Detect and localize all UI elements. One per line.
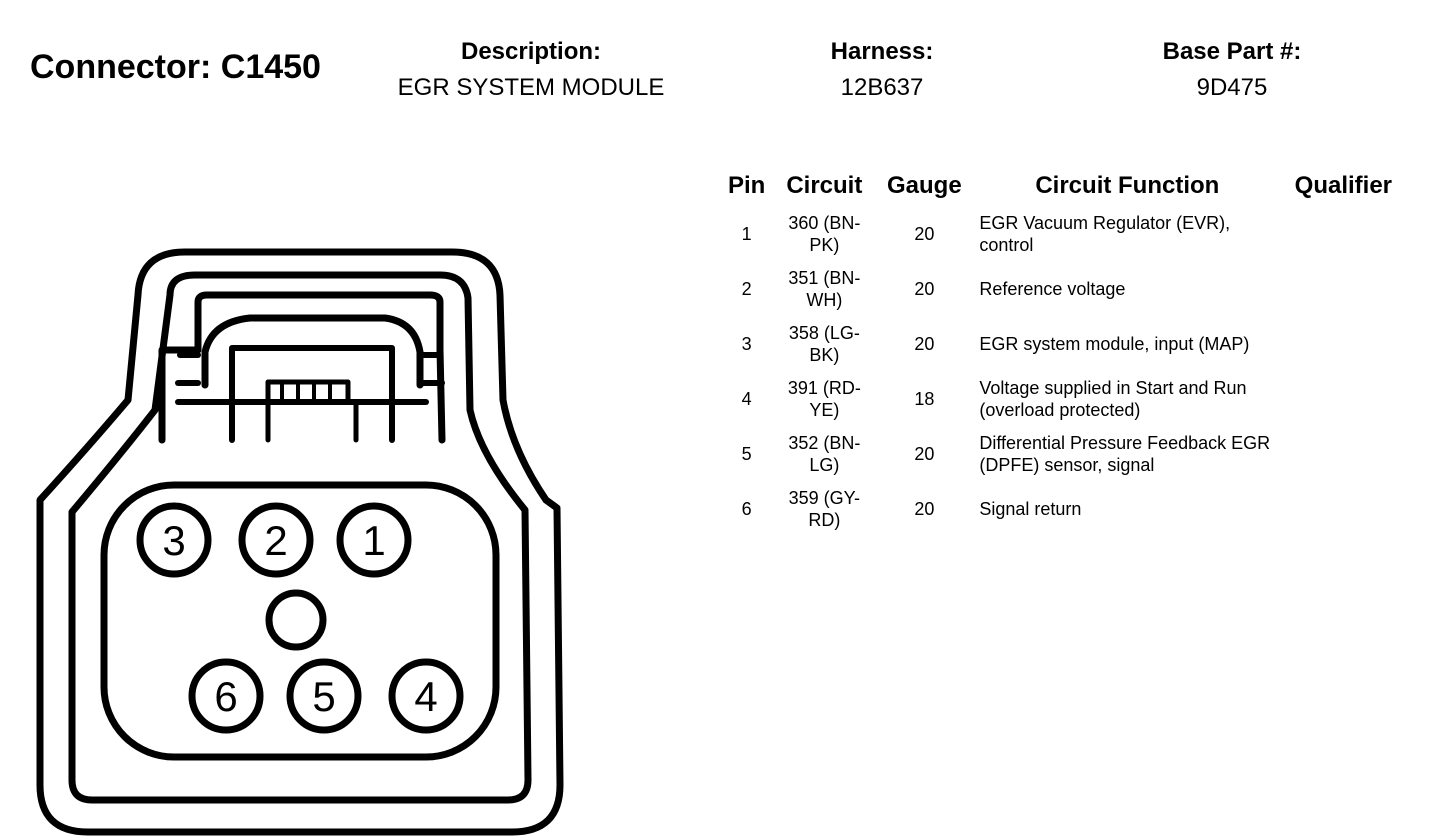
gauge-cell: 20 xyxy=(914,333,935,354)
connector-face-diagram xyxy=(0,240,600,840)
function-cell: Signal return xyxy=(979,498,1082,519)
function-cell: EGR system module, input (MAP) xyxy=(979,333,1250,354)
circuit-cell xyxy=(773,316,875,371)
circuit-line: 358 (LG- xyxy=(788,322,860,343)
circuit-line: BK) xyxy=(809,344,840,365)
pin-cell: 1 xyxy=(741,223,752,244)
gauge-cell: 20 xyxy=(914,223,935,244)
column-header-circuit-function: Circuit Function xyxy=(1035,172,1220,199)
pin-number: 2 xyxy=(264,517,288,564)
circuit-cell xyxy=(773,371,875,426)
harness-label: Harness: xyxy=(830,38,934,65)
description-block xyxy=(376,38,686,102)
circuit-line: 351 (BN- xyxy=(788,267,861,288)
table-row xyxy=(720,206,1405,261)
pin-cell: 3 xyxy=(741,333,752,354)
pin-1 xyxy=(340,506,408,574)
gauge-cell: 20 xyxy=(914,278,935,299)
pin-number: 6 xyxy=(214,673,238,720)
connector-title: Connector: C1450 xyxy=(30,48,321,86)
table-header-row xyxy=(720,172,1405,206)
latch-inner xyxy=(205,318,420,385)
pin-number: 5 xyxy=(312,673,336,720)
pin-cell: 5 xyxy=(741,443,752,464)
pin-cell: 6 xyxy=(741,498,752,519)
pin-2 xyxy=(242,506,310,574)
harness-value: 12B637 xyxy=(840,74,924,101)
column-header-circuit: Circuit xyxy=(786,172,863,199)
column-header-pin: Pin xyxy=(728,172,766,199)
function-cell: Reference voltage xyxy=(979,278,1126,299)
column-header-gauge: Gauge xyxy=(887,172,962,199)
circuit-line: WH) xyxy=(806,289,843,310)
base-part-label: Base Part #: xyxy=(1162,38,1302,65)
description-label: Description: xyxy=(460,38,601,65)
table-row xyxy=(720,426,1405,481)
pin-3 xyxy=(140,506,208,574)
circuit-line: 360 (BN- xyxy=(788,212,861,233)
table-row xyxy=(720,316,1405,371)
pin-5 xyxy=(290,662,358,730)
pin-number: 3 xyxy=(162,517,186,564)
circuit-line: YE) xyxy=(809,399,840,420)
circuit-cell xyxy=(773,426,875,481)
table-row xyxy=(720,371,1405,426)
qualifier-cell xyxy=(1281,426,1405,481)
pin-6 xyxy=(192,662,260,730)
circuit-line: PK) xyxy=(809,234,840,255)
circuit-line: 352 (BN- xyxy=(788,432,861,453)
circuit-line: LG) xyxy=(809,454,840,475)
circuit-line: RD) xyxy=(808,509,841,530)
harness-block xyxy=(792,38,972,102)
qualifier-cell xyxy=(1281,261,1405,316)
outer-housing-outline xyxy=(40,252,560,832)
qualifier-cell xyxy=(1281,481,1405,536)
gauge-cell: 18 xyxy=(914,388,935,409)
qualifier-cell xyxy=(1281,371,1405,426)
pin-4 xyxy=(392,662,460,730)
circuit-cell xyxy=(773,206,875,261)
circuit-cell xyxy=(773,261,875,316)
function-cell: Differential Pressure Feedback EGR (DPFE) sensor, signal xyxy=(979,432,1271,475)
pin-number: 4 xyxy=(414,673,438,720)
keying-hole xyxy=(269,593,323,647)
base-part-value: 9D475 xyxy=(1196,74,1268,101)
pin-cell: 2 xyxy=(741,278,752,299)
base-part-block xyxy=(1122,38,1342,102)
pin-table xyxy=(720,172,1405,536)
function-cell: EGR Vacuum Regulator (EVR), control xyxy=(979,212,1231,255)
circuit-cell xyxy=(773,481,875,536)
qualifier-cell xyxy=(1281,316,1405,371)
column-header-qualifier: Qualifier xyxy=(1294,172,1393,199)
qualifier-cell xyxy=(1281,206,1405,261)
gauge-cell: 20 xyxy=(914,443,935,464)
table-row xyxy=(720,261,1405,316)
pin-number: 1 xyxy=(362,517,386,564)
circuit-line: 359 (GY- xyxy=(788,487,861,508)
gauge-cell: 20 xyxy=(914,498,935,519)
pin-cell: 4 xyxy=(741,388,752,409)
circuit-line: 391 (RD- xyxy=(787,377,861,398)
table-row xyxy=(720,481,1405,536)
description-value: EGR SYSTEM MODULE xyxy=(397,74,665,101)
function-cell: Voltage supplied in Start and Run (overload protected) xyxy=(979,377,1247,420)
